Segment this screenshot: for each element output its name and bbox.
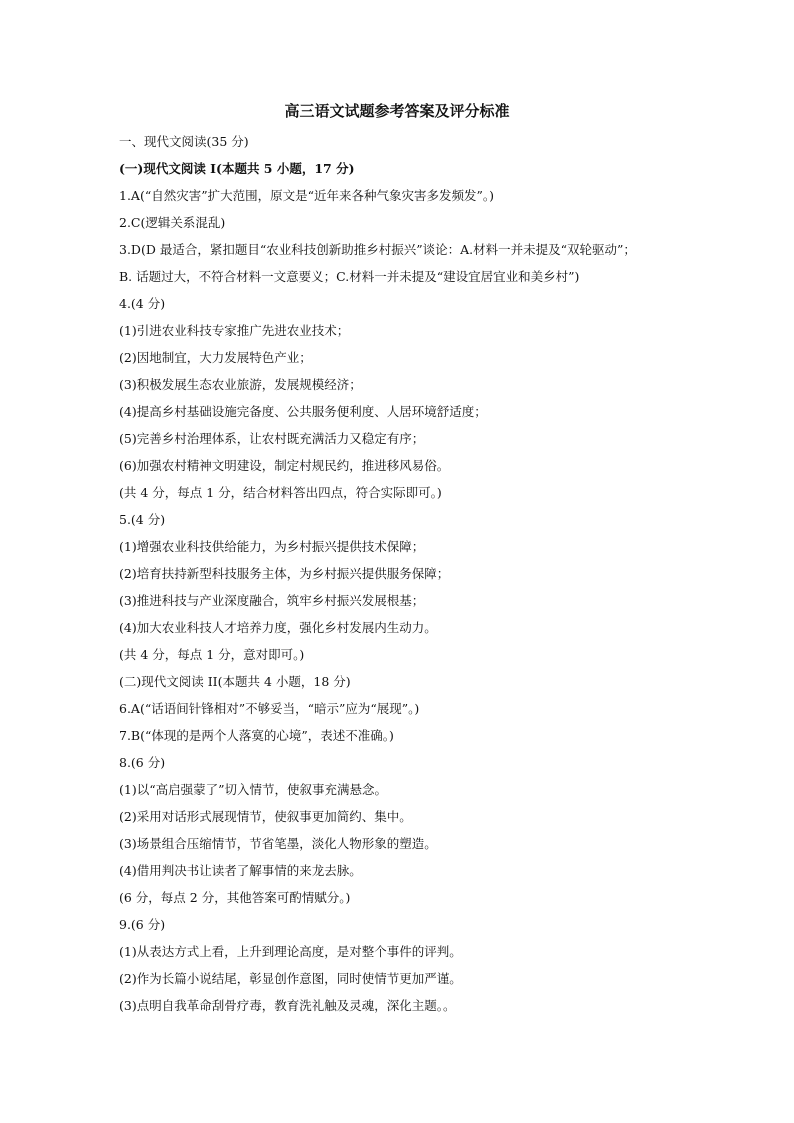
answer-line: 8.(6 分) — [119, 755, 166, 770]
answer-line: (1)以“高启强蒙了”切入情节，使叙事充满悬念。 — [119, 782, 387, 797]
answer-line: (3)场景组合压缩情节，节省笔墨，淡化人物形象的塑造。 — [119, 836, 437, 851]
answer-line: B. 话题过大，不符合材料一文意要义；C.材料一并未提及“建设宜居宜业和美乡村”) — [119, 269, 580, 284]
answer-line: (1)从表达方式上看，上升到理论高度，是对整个事件的评判。 — [119, 944, 462, 959]
answer-line: (4)借用判决书让读者了解事情的来龙去脉。 — [119, 863, 362, 878]
answer-line: 3.D(D 最适合，紧扣题目“农业科技创新助推乡村振兴”谈论：A.材料一并未提及“双轮驱动”； — [119, 242, 636, 257]
answer-line: (5)完善乡村治理体系，让农村既充满活力又稳定有序； — [119, 431, 425, 446]
answer-line: (3)积极发展生态农业旅游，发展规模经济； — [119, 377, 362, 392]
answer-line: (共 4 分，每点 1 分，意对即可。) — [119, 647, 305, 662]
answer-line: 5.(4 分) — [119, 512, 166, 527]
answer-line: (3)推进科技与产业深度融合，筑牢乡村振兴发展根基； — [119, 593, 425, 608]
answer-lines — [119, 128, 719, 1019]
answer-line: (6)加强农村精神文明建设，制定村规民约，推进移风易俗。 — [119, 458, 450, 473]
answer-line: 4.(4 分) — [119, 296, 166, 311]
answer-line: (共 4 分，每点 1 分，结合材料答出四点，符合实际即可。) — [119, 485, 442, 500]
answer-line: (一)现代文阅读 I(本题共 5 小题，17 分) — [119, 161, 355, 176]
answer-line: 1.A(“自然灾害”扩大范围，原文是“近年来各种气象灾害多发频发”。) — [119, 188, 495, 203]
answer-line: (二)现代文阅读 II(本题共 4 小题，18 分) — [119, 674, 351, 689]
answer-line: 2.C(逻辑关系混乱) — [119, 215, 226, 230]
answer-line: (4)提高乡村基础设施完备度、公共服务便利度、人居环境舒适度； — [119, 404, 487, 419]
answer-line: (4)加大农业科技人才培养力度，强化乡村发展内生动力。 — [119, 620, 437, 635]
document-title: 高三语文试题参考答案及评分标准 — [284, 102, 510, 120]
answer-line: 9.(6 分) — [119, 917, 166, 932]
answer-line: 一、现代文阅读(35 分) — [119, 134, 249, 149]
answer-line: (2)采用对话形式展现情节，使叙事更加简约、集中。 — [119, 809, 412, 824]
answer-line: (6 分，每点 2 分，其他答案可酌情赋分。) — [119, 890, 351, 905]
answer-line: (2)因地制宜，大力发展特色产业； — [119, 350, 312, 365]
answer-line: 7.B(“体现的是两个人落寞的心境”，表述不准确。) — [119, 728, 394, 743]
answer-line: 6.A(“话语间针锋相对”不够妥当，“暗示”应为“展现”。) — [119, 701, 420, 716]
answer-line: (1)引进农业科技专家推广先进农业技术； — [119, 323, 350, 338]
answer-line: (2)培育扶持新型科技服务主体，为乡村振兴提供服务保障； — [119, 566, 450, 581]
answer-line: (1)增强农业科技供给能力，为乡村振兴提供技术保障； — [119, 539, 425, 554]
answer-line: (3)点明自我革命刮骨疗毒，教育洗礼触及灵魂，深化主题。。 — [119, 998, 456, 1013]
answer-line: (2)作为长篇小说结尾，彰显创作意图，同时使情节更加严谨。 — [119, 971, 462, 986]
